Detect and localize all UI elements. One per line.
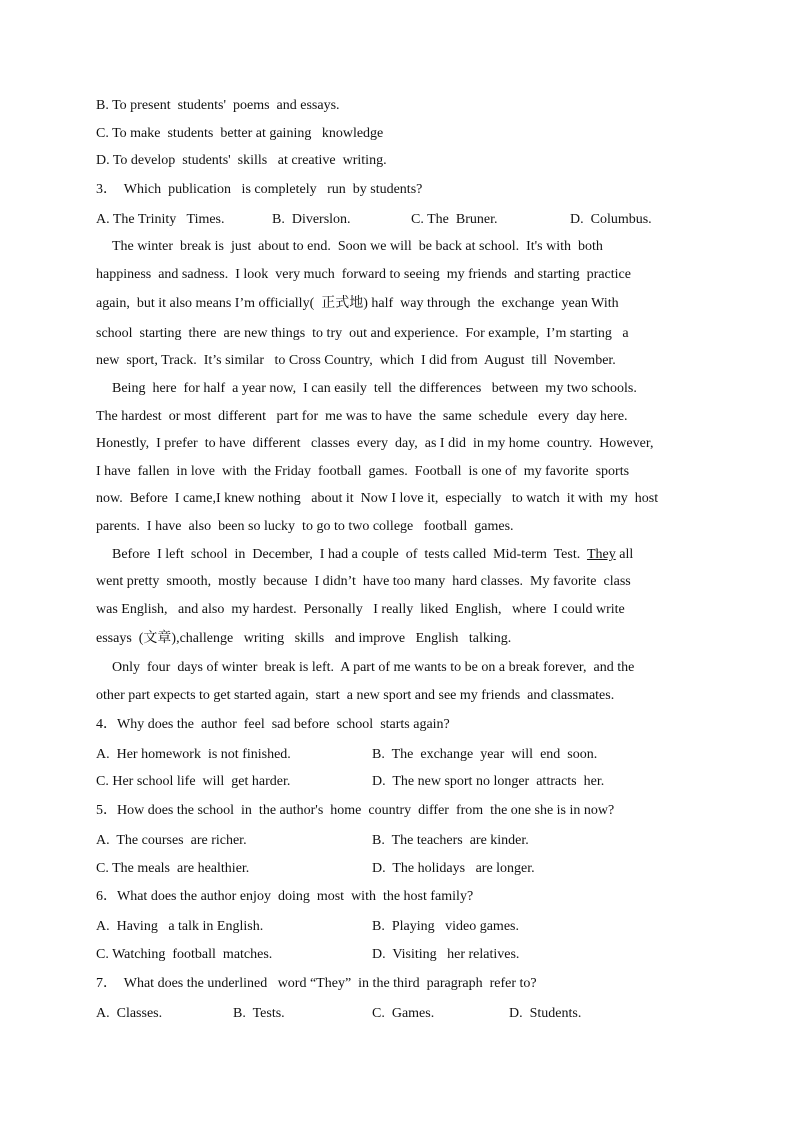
passage-text: Before I left school in December, I had a couple of tests called Mid-term Test. (112, 547, 587, 562)
passage-line: school starting there are new things to try out and experience. For example, I’m starting a (96, 326, 629, 341)
option-3b: B. Diverslon. (272, 212, 351, 227)
passage-line: The hardest or most different part for me was to have the same schedule every day here. (96, 409, 628, 424)
passage-line: The winter break is just about to end. Soon we will be back at school. It's with both (112, 239, 603, 254)
option-7a: A. Classes. (96, 1006, 163, 1021)
option-6d: D. Visiting her relatives. (372, 947, 520, 962)
option-7d: D. Students. (509, 1006, 582, 1021)
option-5c: C. The meals are healthier. (96, 861, 250, 876)
option-2d: D. To develop students' skills at creative writing. (96, 153, 387, 168)
option-6b: B. Playing video games. (372, 919, 519, 934)
passage-line: now. Before I came,I knew nothing about it Now I love it, especially to watch it with my host (96, 491, 659, 506)
passage-line: essays (文章),challenge writing skills and improve English talking. (96, 631, 512, 646)
option-3d: D. Columbus. (570, 212, 652, 227)
option-5a: A. The courses are richer. (96, 833, 247, 848)
option-7b: B. Tests. (233, 1006, 285, 1021)
passage-line: was English, and also my hardest. Personally I really liked English, where I could write (96, 602, 625, 617)
option-6a: A. Having a talk in English. (96, 919, 264, 934)
passage-line: Honestly, I prefer to have different classes every day, as I did in my home country. However, (96, 436, 654, 451)
option-4a: A. Her homework is not finished. (96, 747, 291, 762)
question-7: 7． What does the underlined word “They” in the third paragraph refer to? (96, 976, 537, 991)
passage-line: Being here for half a year now, I can easily tell the differences between my two schools. (112, 381, 637, 396)
option-3c: C. The Bruner. (411, 212, 498, 227)
option-5b: B. The teachers are kinder. (372, 833, 529, 848)
option-7c: C. Games. (372, 1006, 435, 1021)
option-2b: B. To present students' poems and essays. (96, 98, 340, 113)
option-4b: B. The exchange year will end soon. (372, 747, 598, 762)
option-4c: C. Her school life will get harder. (96, 774, 291, 789)
passage-line (112, 546, 633, 564)
option-5d: D. The holidays are longer. (372, 861, 535, 876)
passage-line: happiness and sadness. I look very much forward to seeing my friends and starting practice (96, 267, 631, 282)
question-3: 3． Which publication is completely run by students? (96, 182, 423, 197)
passage-line: new sport, Track. It’s similar to Cross Country, which I did from August till November. (96, 353, 616, 368)
passage-line: went pretty smooth, mostly because I didn’t have too many hard classes. My favorite class (96, 574, 631, 589)
passage-line: Only four days of winter break is left. A part of me wants to be on a break forever, and the (112, 660, 635, 675)
question-5: 5．How does the school in the author's home country differ from the one she is in now? (96, 803, 615, 818)
question-6: 6．What does the author enjoy doing most with the host family? (96, 889, 474, 904)
passage-text: all (615, 547, 634, 562)
passage-line: I have fallen in love with the Friday football games. Football is one of my favorite sports (96, 464, 630, 479)
question-4: 4．Why does the author feel sad before school starts again? (96, 717, 450, 732)
passage-line: parents. I have also been so lucky to go to two college football games. (96, 519, 514, 534)
option-4d: D. The new sport no longer attracts her. (372, 774, 605, 789)
option-2c: C. To make students better at gaining knowledge (96, 126, 384, 141)
option-3a: A. The Trinity Times. (96, 212, 225, 227)
passage-line: again, but it also means I’m officially( 正式地) half way through the exchange yean With (96, 296, 619, 311)
passage-line: other part expects to get started again, start a new sport and see my friends and classmates. (96, 688, 615, 703)
underlined-word-they: They (586, 547, 616, 562)
option-6c: C. Watching football matches. (96, 947, 273, 962)
